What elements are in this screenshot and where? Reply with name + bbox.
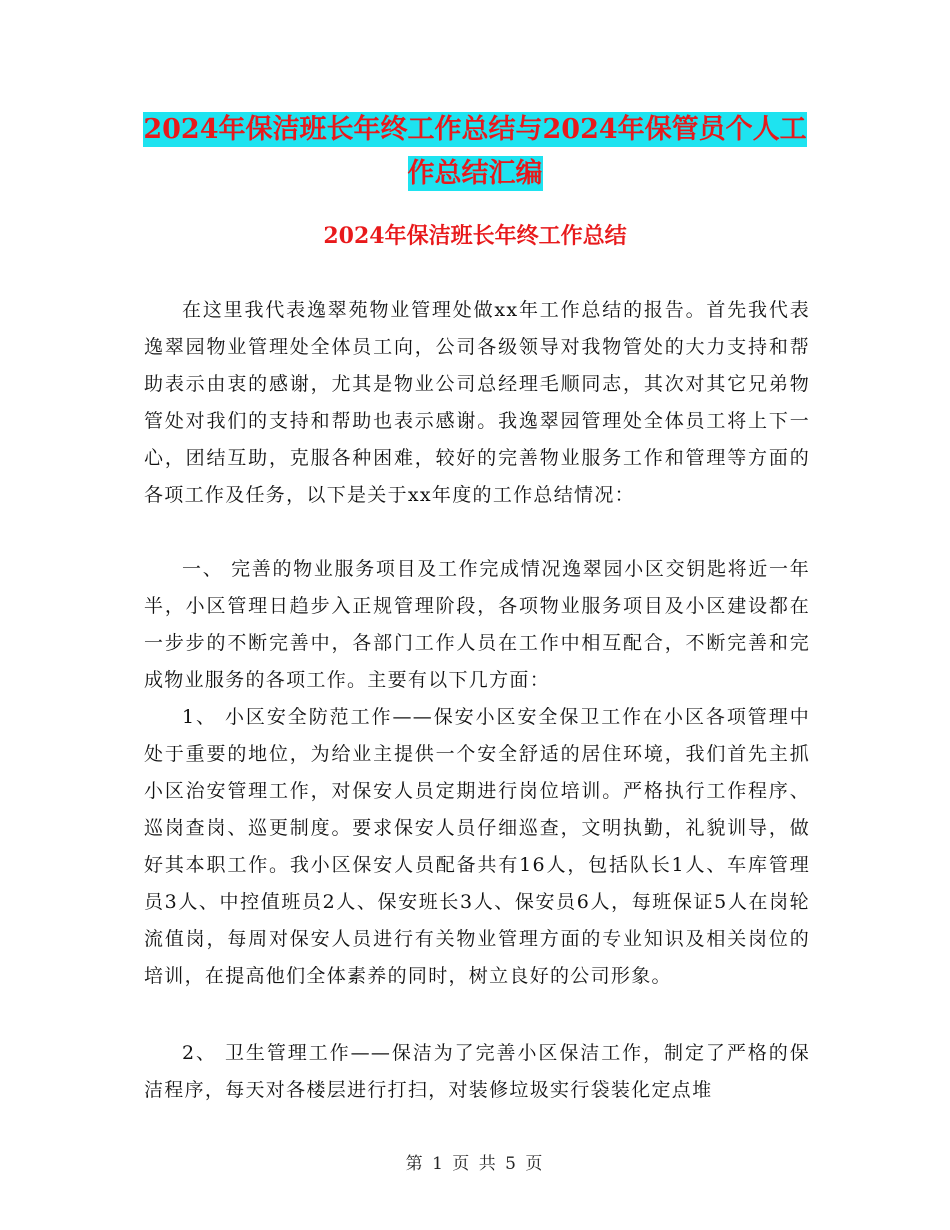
body-paragraph-2-block [144,551,810,699]
body-paragraph: 在这里我代表逸翠苑物业管理处做xx年工作总结的报告。首先我代表逸翠园物业管理处全体员工向，公司各级领导对我物管处的大力支持和帮助表示由衷的感谢，尤其是物业公司总经理毛顺同志，其次对其它兄弟物管处对我们的支持和帮助也表示感谢。我逸翠园管理处全体员工将上下一心，团结互助，克服各种困难，较好的完善物业服务工作和管理等方面的各项工作及任务，以下是关于xx年度的工作总结情况： [144,299,810,506]
body-paragraph: 2、 卫生管理工作——保洁为了完善小区保洁工作，制定了严格的保洁程序，每天对各楼层进行打扫，对装修垃圾实行袋装化定点堆 [144,1042,810,1101]
body-paragraph-4-block [144,1035,810,1109]
document-title-line-1 [0,108,950,152]
body-paragraph-3-block [144,699,810,995]
title-highlight-1: 2024年保洁班长年终工作总结与2024年保管员个人工 [143,114,807,145]
body-paragraph-1-block [144,292,810,514]
body-paragraph: 1、 小区安全防范工作——保安小区安全保卫工作在小区各项管理中处于重要的地位，为给业主提供一个安全舒适的居住环境，我们首先主抓小区治安管理工作，对保安人员定期进行岗位培训。严格执行工作程序、巡岗查岗、巡更制度。要求保安人员仔细巡查，文明执勤，礼貌训导，做好其本职工作。我小区保安人员配备共有16人，包括队长1人、车库管理员3人、中控值班员2人、保安班长3人、保安员6人，每班保证5人在岗轮流值岗，每周对保安人员进行有关物业管理方面的专业知识及相关岗位的培训，在提高他们全体素养的同时，树立良好的公司形象。 [144,706,810,987]
body-paragraph: 一、 完善的物业服务项目及工作完成情况逸翠园小区交钥匙将近一年半，小区管理日趋步入正规管理阶段，各项物业服务项目及小区建设都在一步步的不断完善中，各部门工作人员在工作中相互配合，不断完善和完成物业服务的各项工作。主要有以下几方面： [144,558,810,691]
document-title-line-2 [0,152,950,196]
page-number-footer: 第 1 页 共 5 页 [405,1154,545,1174]
section-title: 2024年保洁班长年终工作总结 [323,223,627,249]
title-highlight-2: 作总结汇编 [407,158,543,189]
